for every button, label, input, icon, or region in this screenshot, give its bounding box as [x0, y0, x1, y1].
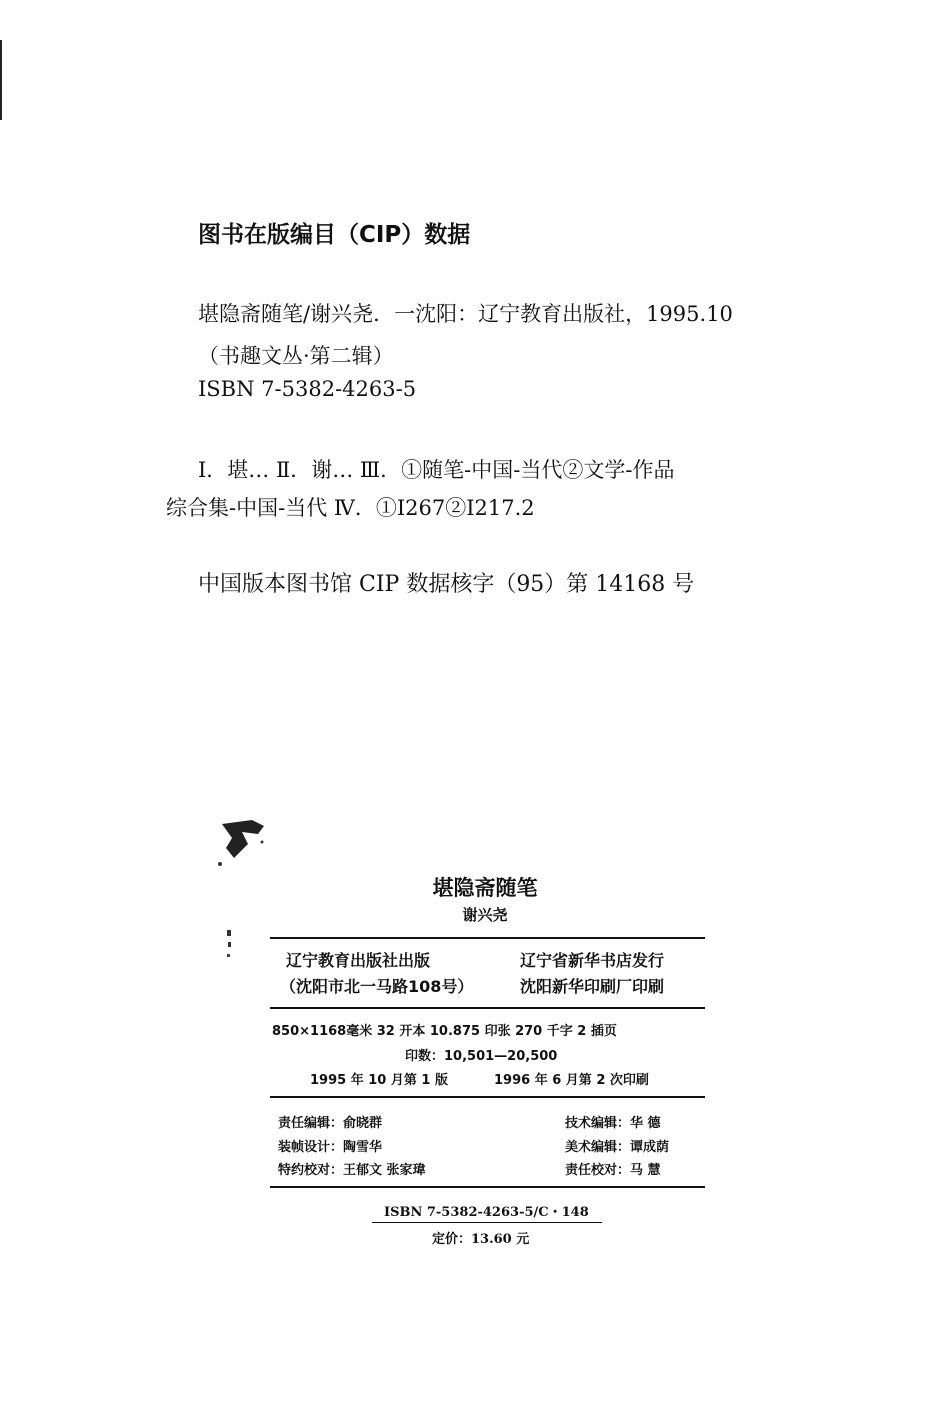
book-title: 堪隐斋随笔: [432, 876, 538, 900]
staff-right-1: 技术编辑：华 德: [565, 1116, 661, 1131]
divider-staff: [270, 1096, 705, 1098]
publisher: 辽宁教育出版社出版: [286, 951, 431, 970]
divider-bottom: [270, 1186, 705, 1188]
book-specs: 850×1168毫米 32 开本 10.875 印张 270 千字 2 插页: [272, 1024, 617, 1039]
scan-edge-mark: [0, 40, 2, 120]
cip-bibliographic-line: 堪隐斋随笔/谢兴尧．一沈阳：辽宁教育出版社，1995.10: [198, 302, 733, 326]
cip-heading: 图书在版编目（CIP）数据: [198, 222, 471, 248]
staff-left-2: 装帧设计：陶雪华: [278, 1140, 383, 1155]
distributor: 辽宁省新华书店发行: [520, 951, 665, 970]
staff-right-3: 责任校对：马 慧: [565, 1163, 661, 1178]
cip-classification-line-2: 综合集-中国-当代 Ⅳ．①Ⅰ267②Ⅰ217.2: [166, 496, 535, 520]
isbn-full: ISBN 7-5382-4263-5/C・148: [384, 1205, 589, 1220]
cip-approval-number: 中国版本图书馆 CIP 数据核字（95）第 14168 号: [198, 572, 695, 597]
publisher-address: （沈阳市北一马路108号）: [280, 977, 474, 996]
printer: 沈阳新华印刷厂印刷: [520, 977, 665, 996]
staff-left-3: 特约校对：王郁文 张家瑋: [278, 1163, 426, 1178]
edition: 1995 年 10 月第 1 版: [310, 1073, 448, 1088]
divider-isbn: [372, 1222, 602, 1223]
cip-classification-line-1: Ⅰ．堪… Ⅱ．谢… Ⅲ．①随笔-中国-当代②文学-作品: [198, 458, 675, 482]
book-author: 谢兴尧: [462, 906, 508, 924]
staff-right-2: 美术编辑：谭成荫: [565, 1140, 670, 1155]
ink-speck-icon: [224, 928, 236, 964]
printing: 1996 年 6 月第 2 次印刷: [494, 1073, 649, 1088]
cip-series-line: （书趣文丛·第二辑）: [198, 344, 394, 368]
print-run: 印数：10,501—20,500: [405, 1049, 558, 1064]
cip-isbn: ISBN 7-5382-4263-5: [198, 377, 417, 401]
ink-smudge-icon: [212, 812, 272, 872]
price: 定价：13.60 元: [432, 1232, 530, 1247]
divider-mid: [270, 1007, 705, 1009]
staff-left-1: 责任编辑：俞晓群: [278, 1116, 383, 1131]
divider-top: [270, 937, 705, 939]
